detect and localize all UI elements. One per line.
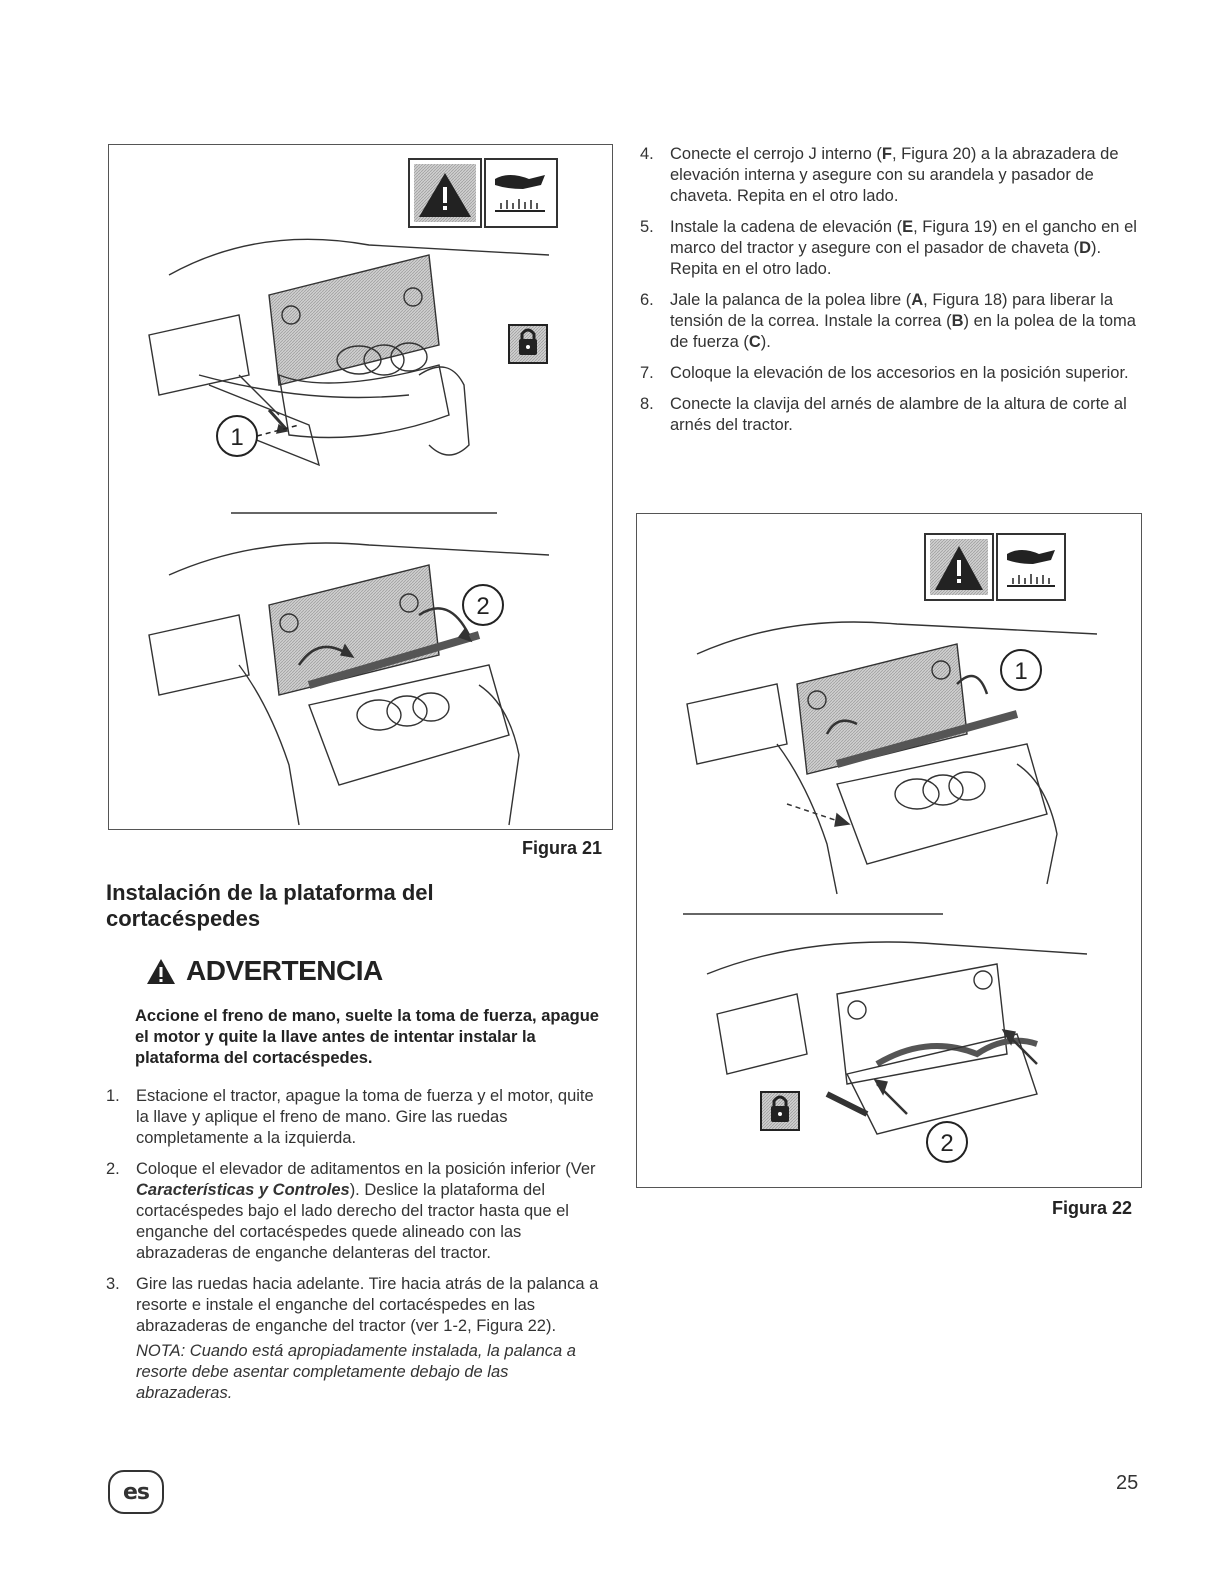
callout-1: [1001, 650, 1041, 690]
steps-list-right: [640, 144, 1140, 446]
warning-title-text: ADVERTENCIA: [186, 955, 383, 986]
svg-text:2: 2: [476, 593, 490, 620]
lock-icon: [509, 325, 547, 363]
list-item: 1. Estacione el tractor, apague la toma de fuerza y el motor, quite la llave y aplique el freno de mano. Gire las ruedas completamente a la izquierda.: [106, 1087, 594, 1147]
figure-22: [636, 513, 1142, 1188]
svg-text:1: 1: [1014, 658, 1028, 685]
list-item: 2. Coloque el elevador de aditamentos en la posición inferior (Ver Características y Controles). Deslice la plataforma del cortacéspedes bajo el lado derecho del tractor hasta que el enganche del cortacéspedes quede alineado con las abrazaderas de enganche delanteras del tractor.: [106, 1160, 596, 1262]
callout-2: [927, 1122, 967, 1162]
list-item: 6. Jale la palanca de la polea libre (A, Figura 18) para liberar la tensión de la correa. Instale la correa (B) en la polea de la toma de fuerza (C).: [640, 291, 1136, 351]
steps-list-left: [106, 1086, 606, 1414]
list-item: 7. Coloque la elevación de los accesorios en la posición superior.: [640, 364, 1129, 382]
section-heading: Instalación de la plataforma del cortacéspedes: [106, 880, 434, 931]
svg-text:1: 1: [230, 424, 244, 451]
lock-icon: [761, 1092, 799, 1130]
figure-21: [108, 144, 613, 830]
cross-reference: Características y Controles: [136, 1181, 350, 1199]
hand-hot-surface-icon: [485, 159, 557, 227]
callout-2: [463, 585, 503, 625]
hitch-mechanism-top: [149, 239, 549, 465]
warning-text: Accione el freno de mano, suelte la toma de fuerza, apague el motor y quite la llave antes de intentar instalar la plataforma del cortacéspedes.: [135, 1007, 599, 1067]
figure-21-illustration: [109, 145, 612, 829]
figure-22-illustration: [637, 514, 1141, 1187]
page-number: 25: [1116, 1472, 1139, 1494]
figure-21-caption: Figura 21: [522, 838, 603, 858]
warning-icon: [146, 958, 176, 985]
warning-triangle-icon: [409, 159, 481, 227]
list-item: 3. Gire las ruedas hacia adelante. Tire hacia atrás de la palanca a resorte e instale el enganche del cortacéspedes en las abrazaderas de enganche del tractor (ver 1-2, Figura 22). NOTA: Cuando está apropiadamente instalada, la palanca a resorte debe asentar completamente debajo de las abrazaderas.: [106, 1274, 606, 1404]
note-text: NOTA: Cuando está apropiadamente instalada, la palanca a resorte debe asentar completamente debajo de las abrazaderas.: [136, 1342, 576, 1402]
language-badge: es: [108, 1470, 164, 1514]
figure-22-caption: Figura 22: [1052, 1198, 1133, 1218]
hand-hot-surface-icon: [997, 534, 1065, 600]
list-item: 8. Conecte la clavija del arnés de alambre de la altura de corte al arnés del tractor.: [640, 395, 1127, 434]
warning-title: [146, 955, 383, 987]
warning-triangle-icon: [925, 534, 993, 600]
list-item: 5. Instale la cadena de elevación (E, Figura 19) en el gancho en el marco del tractor y asegure con el pasador de chaveta (D). Repita en el otro lado.: [640, 218, 1137, 278]
list-item: 4. Conecte el cerrojo J interno (F, Figura 20) a la abrazadera de elevación interna y asegure con su arandela y pasador de chaveta. Repita en el otro lado.: [640, 145, 1119, 205]
svg-text:2: 2: [940, 1130, 954, 1157]
